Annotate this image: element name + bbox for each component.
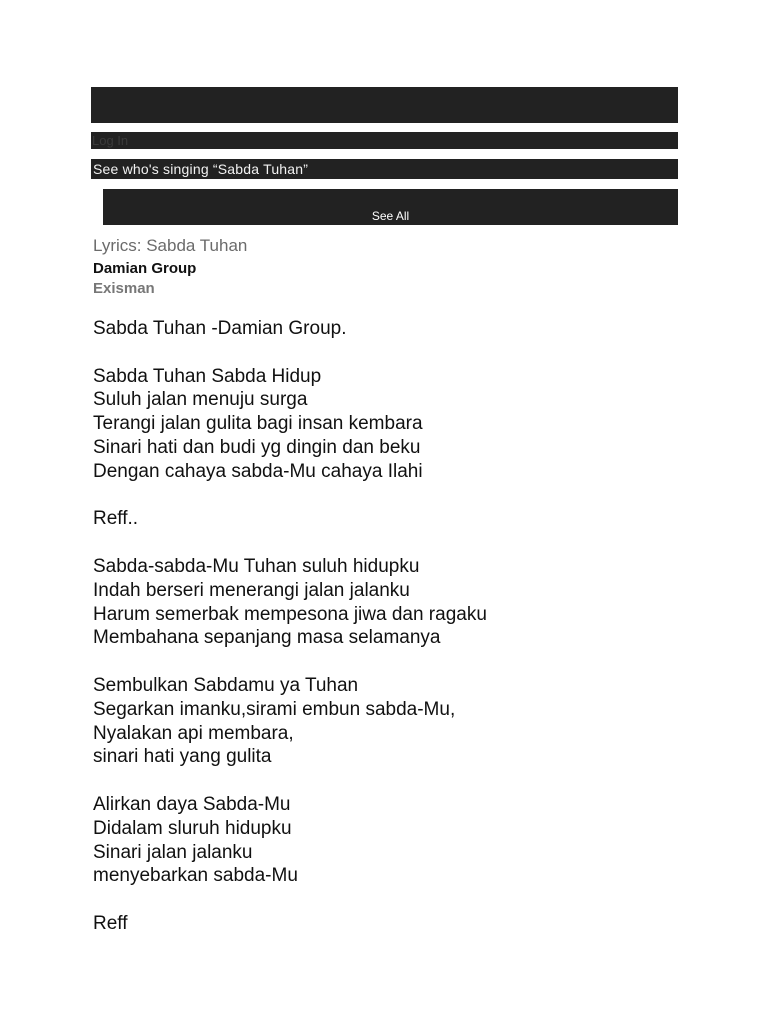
- singing-bar: [91, 159, 678, 179]
- lyrics-title: Lyrics: Sabda Tuhan: [93, 236, 248, 255]
- lyric-line: Membahana sepanjang masa selamanya: [93, 627, 441, 649]
- lyric-line: [93, 650, 733, 674]
- author-name: Exisman: [93, 280, 155, 297]
- lyric-line: Nyalakan api membara,: [93, 722, 294, 744]
- lyrics-body: [93, 317, 733, 936]
- singing-label: See who's singing “Sabda Tuhan”: [93, 161, 309, 177]
- lyric-line: Sabda Tuhan Sabda Hidup: [93, 365, 322, 387]
- lyric-line: [93, 341, 733, 365]
- lyric-line: menyebarkan sabda-Mu: [93, 865, 298, 887]
- lyric-line: Indah berseri menerangi jalan jalanku: [93, 579, 410, 601]
- lyric-line: Alirkan daya Sabda-Mu: [93, 793, 291, 815]
- lyric-line: Sabda-sabda-Mu Tuhan suluh hidupku: [93, 555, 420, 577]
- login-link[interactable]: Log In: [92, 133, 129, 148]
- lyric-line: [93, 769, 733, 793]
- see-all-button[interactable]: [103, 189, 678, 225]
- see-all-label[interactable]: See All: [371, 209, 410, 223]
- lyric-line: Sinari jalan jalanku: [93, 841, 253, 863]
- lyric-line: Harum semerbak mempesona jiwa dan ragaku: [93, 603, 487, 625]
- lyric-line: [93, 531, 733, 555]
- lyric-line: [93, 484, 733, 508]
- header-bar: [91, 87, 678, 123]
- lyric-line: Suluh jalan menuju surga: [93, 389, 308, 411]
- lyric-line: Sabda Tuhan -Damian Group.: [93, 318, 347, 339]
- lyric-line: Reff..: [93, 508, 139, 530]
- lyric-line: [93, 888, 733, 912]
- artist-link[interactable]: Damian Group: [93, 260, 197, 277]
- lyric-line: Sembulkan Sabdamu ya Tuhan: [93, 674, 359, 696]
- lyric-line: Reff: [93, 912, 128, 934]
- lyric-line: Didalam sluruh hidupku: [93, 817, 292, 839]
- lyric-line: Dengan cahaya sabda-Mu cahaya Ilahi: [93, 460, 423, 482]
- login-bar[interactable]: [91, 132, 678, 149]
- lyric-line: Sinari hati dan budi yg dingin dan beku: [93, 436, 421, 458]
- lyric-line: Terangi jalan gulita bagi insan kembara: [93, 413, 423, 435]
- lyric-line: sinari hati yang gulita: [93, 746, 272, 768]
- lyric-line: Segarkan imanku,sirami embun sabda-Mu,: [93, 698, 456, 720]
